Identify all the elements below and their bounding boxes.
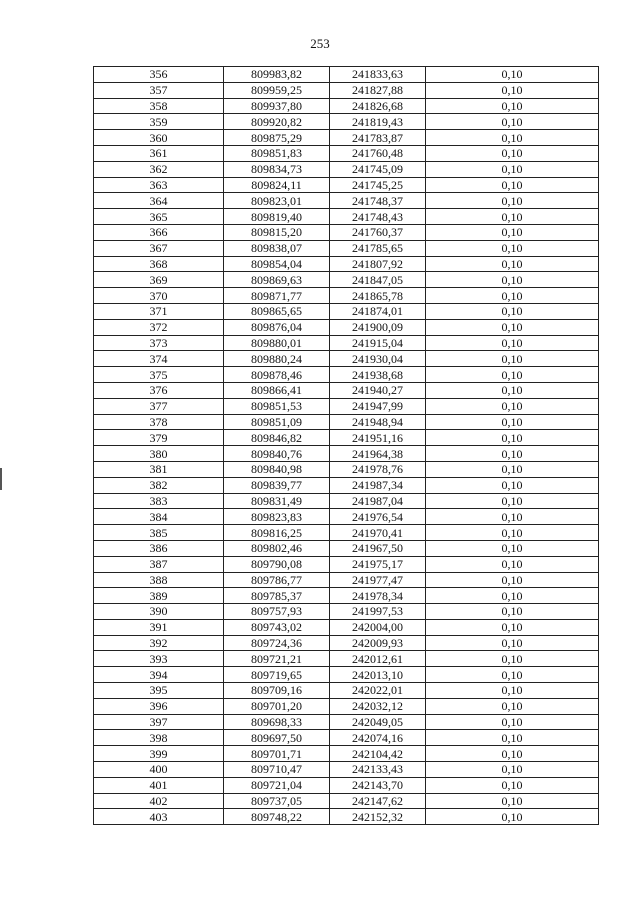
accuracy-cell: 0,10 bbox=[426, 82, 599, 98]
y-coordinate-cell: 241819,43 bbox=[330, 114, 426, 130]
accuracy-cell: 0,10 bbox=[426, 193, 599, 209]
accuracy-cell: 0,10 bbox=[426, 509, 599, 525]
y-coordinate-cell: 241987,34 bbox=[330, 477, 426, 493]
x-coordinate-cell: 809878,46 bbox=[224, 367, 330, 383]
y-coordinate-cell: 242022,01 bbox=[330, 683, 426, 699]
table-row bbox=[94, 762, 599, 778]
y-coordinate-cell: 241976,54 bbox=[330, 509, 426, 525]
y-coordinate-cell: 241978,34 bbox=[330, 588, 426, 604]
y-coordinate-cell: 241783,87 bbox=[330, 130, 426, 146]
y-coordinate-cell: 241951,16 bbox=[330, 430, 426, 446]
point-number-cell: 365 bbox=[94, 209, 224, 225]
accuracy-cell: 0,10 bbox=[426, 604, 599, 620]
y-coordinate-cell: 241947,99 bbox=[330, 398, 426, 414]
x-coordinate-cell: 809846,82 bbox=[224, 430, 330, 446]
accuracy-cell: 0,10 bbox=[426, 525, 599, 541]
accuracy-cell: 0,10 bbox=[426, 809, 599, 825]
x-coordinate-cell: 809869,63 bbox=[224, 272, 330, 288]
x-coordinate-cell: 809786,77 bbox=[224, 572, 330, 588]
table-row bbox=[94, 193, 599, 209]
x-coordinate-cell: 809880,24 bbox=[224, 351, 330, 367]
y-coordinate-cell: 241833,63 bbox=[330, 67, 426, 83]
accuracy-cell: 0,10 bbox=[426, 382, 599, 398]
table-row bbox=[94, 714, 599, 730]
x-coordinate-cell: 809851,53 bbox=[224, 398, 330, 414]
accuracy-cell: 0,10 bbox=[426, 588, 599, 604]
x-coordinate-cell: 809840,76 bbox=[224, 446, 330, 462]
point-number-cell: 384 bbox=[94, 509, 224, 525]
point-number-cell: 398 bbox=[94, 730, 224, 746]
point-number-cell: 361 bbox=[94, 145, 224, 161]
x-coordinate-cell: 809831,49 bbox=[224, 493, 330, 509]
point-number-cell: 381 bbox=[94, 461, 224, 477]
accuracy-cell: 0,10 bbox=[426, 177, 599, 193]
x-coordinate-cell: 809937,80 bbox=[224, 98, 330, 114]
table-row bbox=[94, 382, 599, 398]
y-coordinate-cell: 242032,12 bbox=[330, 698, 426, 714]
table-row bbox=[94, 209, 599, 225]
y-coordinate-cell: 242049,05 bbox=[330, 714, 426, 730]
point-number-cell: 399 bbox=[94, 746, 224, 762]
x-coordinate-cell: 809983,82 bbox=[224, 67, 330, 83]
accuracy-cell: 0,10 bbox=[426, 540, 599, 556]
table-row bbox=[94, 240, 599, 256]
table-row bbox=[94, 82, 599, 98]
point-number-cell: 377 bbox=[94, 398, 224, 414]
x-coordinate-cell: 809865,65 bbox=[224, 303, 330, 319]
point-number-cell: 367 bbox=[94, 240, 224, 256]
y-coordinate-cell: 241940,27 bbox=[330, 382, 426, 398]
table-row bbox=[94, 777, 599, 793]
accuracy-cell: 0,10 bbox=[426, 619, 599, 635]
accuracy-cell: 0,10 bbox=[426, 303, 599, 319]
point-number-cell: 374 bbox=[94, 351, 224, 367]
point-number-cell: 373 bbox=[94, 335, 224, 351]
point-number-cell: 394 bbox=[94, 667, 224, 683]
x-coordinate-cell: 809701,71 bbox=[224, 746, 330, 762]
x-coordinate-cell: 809757,93 bbox=[224, 604, 330, 620]
point-number-cell: 362 bbox=[94, 161, 224, 177]
accuracy-cell: 0,10 bbox=[426, 319, 599, 335]
point-number-cell: 403 bbox=[94, 809, 224, 825]
accuracy-cell: 0,10 bbox=[426, 683, 599, 699]
x-coordinate-cell: 809840,98 bbox=[224, 461, 330, 477]
accuracy-cell: 0,10 bbox=[426, 272, 599, 288]
point-number-cell: 397 bbox=[94, 714, 224, 730]
point-number-cell: 380 bbox=[94, 446, 224, 462]
y-coordinate-cell: 242133,43 bbox=[330, 762, 426, 778]
accuracy-cell: 0,10 bbox=[426, 556, 599, 572]
point-number-cell: 400 bbox=[94, 762, 224, 778]
y-coordinate-cell: 242074,16 bbox=[330, 730, 426, 746]
x-coordinate-cell: 809721,04 bbox=[224, 777, 330, 793]
y-coordinate-cell: 241745,09 bbox=[330, 161, 426, 177]
table-row bbox=[94, 446, 599, 462]
accuracy-cell: 0,10 bbox=[426, 730, 599, 746]
table-row bbox=[94, 604, 599, 620]
table-row bbox=[94, 367, 599, 383]
point-number-cell: 375 bbox=[94, 367, 224, 383]
accuracy-cell: 0,10 bbox=[426, 493, 599, 509]
x-coordinate-cell: 809724,36 bbox=[224, 635, 330, 651]
x-coordinate-cell: 809701,20 bbox=[224, 698, 330, 714]
table-row bbox=[94, 651, 599, 667]
y-coordinate-cell: 242104,42 bbox=[330, 746, 426, 762]
table-row bbox=[94, 667, 599, 683]
table-row bbox=[94, 224, 599, 240]
page-number: 253 bbox=[310, 36, 330, 51]
y-coordinate-cell: 242013,10 bbox=[330, 667, 426, 683]
y-coordinate-cell: 241874,01 bbox=[330, 303, 426, 319]
y-coordinate-cell: 241760,48 bbox=[330, 145, 426, 161]
y-coordinate-cell: 241915,04 bbox=[330, 335, 426, 351]
point-number-cell: 357 bbox=[94, 82, 224, 98]
table-row bbox=[94, 319, 599, 335]
point-number-cell: 393 bbox=[94, 651, 224, 667]
y-coordinate-cell: 242009,93 bbox=[330, 635, 426, 651]
x-coordinate-cell: 809851,83 bbox=[224, 145, 330, 161]
x-coordinate-cell: 809802,46 bbox=[224, 540, 330, 556]
y-coordinate-cell: 241975,17 bbox=[330, 556, 426, 572]
x-coordinate-cell: 809920,82 bbox=[224, 114, 330, 130]
x-coordinate-cell: 809698,33 bbox=[224, 714, 330, 730]
y-coordinate-cell: 241948,94 bbox=[330, 414, 426, 430]
y-coordinate-cell: 241847,05 bbox=[330, 272, 426, 288]
point-number-cell: 376 bbox=[94, 382, 224, 398]
point-number-cell: 379 bbox=[94, 430, 224, 446]
x-coordinate-cell: 809815,20 bbox=[224, 224, 330, 240]
x-coordinate-cell: 809880,01 bbox=[224, 335, 330, 351]
point-number-cell: 368 bbox=[94, 256, 224, 272]
accuracy-cell: 0,10 bbox=[426, 651, 599, 667]
x-coordinate-cell: 809854,04 bbox=[224, 256, 330, 272]
accuracy-cell: 0,10 bbox=[426, 351, 599, 367]
table-row bbox=[94, 130, 599, 146]
x-coordinate-cell: 809785,37 bbox=[224, 588, 330, 604]
accuracy-cell: 0,10 bbox=[426, 209, 599, 225]
table-row bbox=[94, 430, 599, 446]
point-number-cell: 359 bbox=[94, 114, 224, 130]
table-row bbox=[94, 619, 599, 635]
table-row bbox=[94, 809, 599, 825]
point-number-cell: 369 bbox=[94, 272, 224, 288]
accuracy-cell: 0,10 bbox=[426, 477, 599, 493]
accuracy-cell: 0,10 bbox=[426, 635, 599, 651]
x-coordinate-cell: 809871,77 bbox=[224, 288, 330, 304]
y-coordinate-cell: 241997,53 bbox=[330, 604, 426, 620]
y-coordinate-cell: 241748,37 bbox=[330, 193, 426, 209]
table-row bbox=[94, 556, 599, 572]
accuracy-cell: 0,10 bbox=[426, 667, 599, 683]
accuracy-cell: 0,10 bbox=[426, 240, 599, 256]
point-number-cell: 360 bbox=[94, 130, 224, 146]
x-coordinate-cell: 809721,21 bbox=[224, 651, 330, 667]
x-coordinate-cell: 809737,05 bbox=[224, 793, 330, 809]
x-coordinate-cell: 809876,04 bbox=[224, 319, 330, 335]
accuracy-cell: 0,10 bbox=[426, 145, 599, 161]
table-row bbox=[94, 145, 599, 161]
point-number-cell: 402 bbox=[94, 793, 224, 809]
point-number-cell: 388 bbox=[94, 572, 224, 588]
x-coordinate-cell: 809824,11 bbox=[224, 177, 330, 193]
table-row bbox=[94, 698, 599, 714]
x-coordinate-cell: 809823,01 bbox=[224, 193, 330, 209]
y-coordinate-cell: 241978,76 bbox=[330, 461, 426, 477]
accuracy-cell: 0,10 bbox=[426, 714, 599, 730]
x-coordinate-cell: 809816,25 bbox=[224, 525, 330, 541]
accuracy-cell: 0,10 bbox=[426, 161, 599, 177]
table-row bbox=[94, 98, 599, 114]
point-number-cell: 386 bbox=[94, 540, 224, 556]
y-coordinate-cell: 241865,78 bbox=[330, 288, 426, 304]
x-coordinate-cell: 809866,41 bbox=[224, 382, 330, 398]
table-row bbox=[94, 572, 599, 588]
coordinates-table-body bbox=[94, 67, 599, 825]
table-row bbox=[94, 635, 599, 651]
x-coordinate-cell: 809819,40 bbox=[224, 209, 330, 225]
y-coordinate-cell: 241987,04 bbox=[330, 493, 426, 509]
x-coordinate-cell: 809719,65 bbox=[224, 667, 330, 683]
table-row bbox=[94, 67, 599, 83]
point-number-cell: 372 bbox=[94, 319, 224, 335]
y-coordinate-cell: 241967,50 bbox=[330, 540, 426, 556]
point-number-cell: 387 bbox=[94, 556, 224, 572]
table-row bbox=[94, 793, 599, 809]
accuracy-cell: 0,10 bbox=[426, 130, 599, 146]
accuracy-cell: 0,10 bbox=[426, 256, 599, 272]
accuracy-cell: 0,10 bbox=[426, 288, 599, 304]
x-coordinate-cell: 809839,77 bbox=[224, 477, 330, 493]
accuracy-cell: 0,10 bbox=[426, 698, 599, 714]
scan-edge-mark bbox=[0, 468, 2, 490]
y-coordinate-cell: 241807,92 bbox=[330, 256, 426, 272]
table-row bbox=[94, 509, 599, 525]
table-row bbox=[94, 414, 599, 430]
point-number-cell: 396 bbox=[94, 698, 224, 714]
x-coordinate-cell: 809959,25 bbox=[224, 82, 330, 98]
table-row bbox=[94, 493, 599, 509]
y-coordinate-cell: 241826,68 bbox=[330, 98, 426, 114]
point-number-cell: 370 bbox=[94, 288, 224, 304]
table-row bbox=[94, 272, 599, 288]
accuracy-cell: 0,10 bbox=[426, 414, 599, 430]
x-coordinate-cell: 809875,29 bbox=[224, 130, 330, 146]
x-coordinate-cell: 809834,73 bbox=[224, 161, 330, 177]
table-row bbox=[94, 303, 599, 319]
y-coordinate-cell: 241930,04 bbox=[330, 351, 426, 367]
point-number-cell: 383 bbox=[94, 493, 224, 509]
accuracy-cell: 0,10 bbox=[426, 114, 599, 130]
y-coordinate-cell: 241938,68 bbox=[330, 367, 426, 383]
accuracy-cell: 0,10 bbox=[426, 398, 599, 414]
point-number-cell: 382 bbox=[94, 477, 224, 493]
x-coordinate-cell: 809709,16 bbox=[224, 683, 330, 699]
point-number-cell: 363 bbox=[94, 177, 224, 193]
table-row bbox=[94, 540, 599, 556]
point-number-cell: 358 bbox=[94, 98, 224, 114]
accuracy-cell: 0,10 bbox=[426, 367, 599, 383]
point-number-cell: 364 bbox=[94, 193, 224, 209]
accuracy-cell: 0,10 bbox=[426, 572, 599, 588]
accuracy-cell: 0,10 bbox=[426, 67, 599, 83]
table-row bbox=[94, 288, 599, 304]
y-coordinate-cell: 241785,65 bbox=[330, 240, 426, 256]
table-row bbox=[94, 461, 599, 477]
table-row bbox=[94, 730, 599, 746]
accuracy-cell: 0,10 bbox=[426, 461, 599, 477]
table-row bbox=[94, 398, 599, 414]
table-row bbox=[94, 477, 599, 493]
y-coordinate-cell: 242004,00 bbox=[330, 619, 426, 635]
accuracy-cell: 0,10 bbox=[426, 793, 599, 809]
table-row bbox=[94, 588, 599, 604]
point-number-cell: 385 bbox=[94, 525, 224, 541]
table-row bbox=[94, 256, 599, 272]
table-row bbox=[94, 335, 599, 351]
y-coordinate-cell: 242143,70 bbox=[330, 777, 426, 793]
point-number-cell: 356 bbox=[94, 67, 224, 83]
point-number-cell: 378 bbox=[94, 414, 224, 430]
y-coordinate-cell: 242152,32 bbox=[330, 809, 426, 825]
table-row bbox=[94, 351, 599, 367]
y-coordinate-cell: 241760,37 bbox=[330, 224, 426, 240]
table-row bbox=[94, 746, 599, 762]
point-number-cell: 392 bbox=[94, 635, 224, 651]
table-row bbox=[94, 683, 599, 699]
x-coordinate-cell: 809697,50 bbox=[224, 730, 330, 746]
accuracy-cell: 0,10 bbox=[426, 446, 599, 462]
point-number-cell: 391 bbox=[94, 619, 224, 635]
table-row bbox=[94, 525, 599, 541]
accuracy-cell: 0,10 bbox=[426, 430, 599, 446]
y-coordinate-cell: 242147,62 bbox=[330, 793, 426, 809]
y-coordinate-cell: 241977,47 bbox=[330, 572, 426, 588]
y-coordinate-cell: 241827,88 bbox=[330, 82, 426, 98]
point-number-cell: 389 bbox=[94, 588, 224, 604]
table-row bbox=[94, 114, 599, 130]
y-coordinate-cell: 241964,38 bbox=[330, 446, 426, 462]
point-number-cell: 395 bbox=[94, 683, 224, 699]
coordinates-table bbox=[93, 66, 599, 825]
accuracy-cell: 0,10 bbox=[426, 762, 599, 778]
y-coordinate-cell: 241970,41 bbox=[330, 525, 426, 541]
accuracy-cell: 0,10 bbox=[426, 98, 599, 114]
y-coordinate-cell: 241748,43 bbox=[330, 209, 426, 225]
accuracy-cell: 0,10 bbox=[426, 777, 599, 793]
accuracy-cell: 0,10 bbox=[426, 746, 599, 762]
accuracy-cell: 0,10 bbox=[426, 335, 599, 351]
x-coordinate-cell: 809838,07 bbox=[224, 240, 330, 256]
y-coordinate-cell: 241745,25 bbox=[330, 177, 426, 193]
table-row bbox=[94, 161, 599, 177]
point-number-cell: 366 bbox=[94, 224, 224, 240]
x-coordinate-cell: 809710,47 bbox=[224, 762, 330, 778]
x-coordinate-cell: 809790,08 bbox=[224, 556, 330, 572]
point-number-cell: 401 bbox=[94, 777, 224, 793]
x-coordinate-cell: 809823,83 bbox=[224, 509, 330, 525]
point-number-cell: 371 bbox=[94, 303, 224, 319]
x-coordinate-cell: 809748,22 bbox=[224, 809, 330, 825]
y-coordinate-cell: 241900,09 bbox=[330, 319, 426, 335]
accuracy-cell: 0,10 bbox=[426, 224, 599, 240]
y-coordinate-cell: 242012,61 bbox=[330, 651, 426, 667]
x-coordinate-cell: 809743,02 bbox=[224, 619, 330, 635]
table-row bbox=[94, 177, 599, 193]
point-number-cell: 390 bbox=[94, 604, 224, 620]
x-coordinate-cell: 809851,09 bbox=[224, 414, 330, 430]
